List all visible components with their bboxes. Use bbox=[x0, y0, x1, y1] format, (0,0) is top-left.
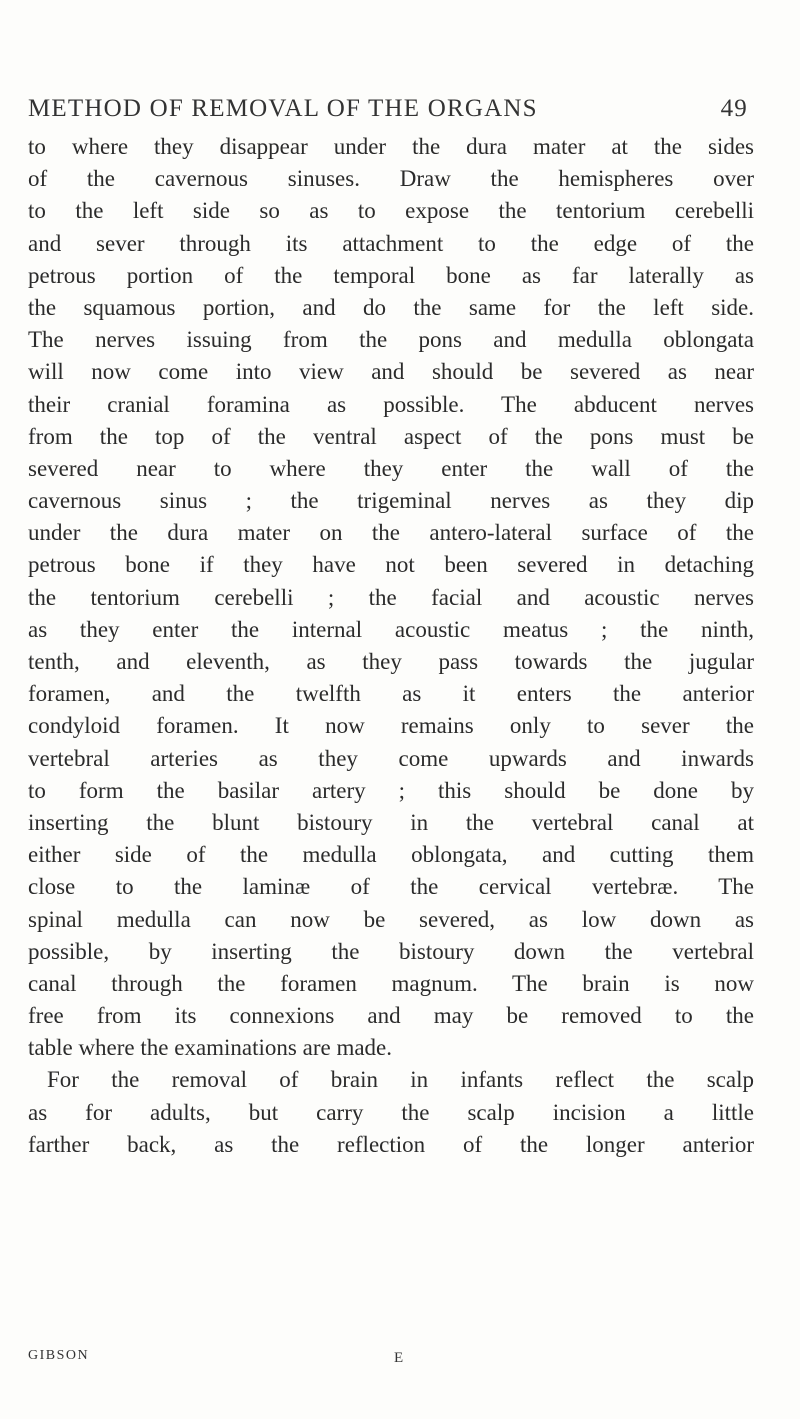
text-line: and sever through its attachment to the edge of the bbox=[28, 230, 754, 256]
text-line: the tentorium cerebelli ; the facial and acoustic nerves bbox=[28, 584, 754, 610]
text-line: their cranial foramina as possible. The abducent nerves bbox=[28, 391, 754, 417]
page-footer bbox=[28, 1348, 754, 1364]
running-head-title: METHOD OF REMOVAL OF THE ORGANS bbox=[28, 95, 538, 122]
footer-author: GIBSON bbox=[28, 1348, 90, 1363]
text-line: as for adults, but carry the scalp incision a little bbox=[28, 1099, 754, 1125]
text-line: under the dura mater on the antero-lateral surface of the bbox=[28, 520, 754, 546]
text-line: petrous bone if they have not been severed in detaching bbox=[28, 552, 754, 578]
text-line: foramen, and the twelfth as it enters the anterior bbox=[28, 681, 754, 707]
text-line: petrous portion of the temporal bone as far laterally as bbox=[28, 262, 754, 288]
running-head bbox=[28, 95, 748, 123]
text-line: farther back, as the reflection of the longer anterior bbox=[28, 1131, 754, 1157]
body-text bbox=[28, 131, 754, 1161]
text-line: close to the laminæ of the cervical vertebræ. The bbox=[28, 874, 754, 900]
text-line: condyloid foramen. It now remains only to sever the bbox=[28, 713, 754, 739]
signature-mark: E bbox=[394, 1350, 405, 1366]
text-line: from the top of the ventral aspect of the pons must be bbox=[28, 423, 754, 449]
text-line: free from its connexions and may be removed to the bbox=[28, 1003, 754, 1029]
text-line: severed near to where they enter the wall of the bbox=[28, 455, 754, 481]
text-line: will now come into view and should be severed as near bbox=[28, 359, 754, 385]
text-line-paragraph-end: table where the examinations are made. bbox=[28, 1035, 393, 1061]
text-line-paragraph-start: For the removal of brain in infants reflect the scalp bbox=[47, 1067, 754, 1093]
text-line: either side of the medulla oblongata, and cutting them bbox=[28, 842, 754, 868]
text-line: vertebral arteries as they come upwards and inwards bbox=[28, 745, 754, 771]
text-line: as they enter the internal acoustic meatus ; the ninth, bbox=[28, 616, 754, 642]
text-line: to where they disappear under the dura mater at the sides bbox=[28, 134, 754, 159]
text-line: possible, by inserting the bistoury down the vertebral bbox=[28, 938, 754, 964]
page-number: 49 bbox=[720, 95, 748, 122]
text-line: canal through the foramen magnum. The brain is now bbox=[28, 970, 754, 996]
text-line: to the left side so as to expose the tentorium cerebelli bbox=[28, 198, 754, 224]
text-line: the squamous portion, and do the same for the left side. bbox=[28, 294, 754, 320]
text-line: cavernous sinus ; the trigeminal nerves as they dip bbox=[28, 488, 754, 514]
text-line: spinal medulla can now be severed, as low down as bbox=[28, 906, 754, 932]
text-line: The nerves issuing from the pons and medulla oblongata bbox=[28, 327, 754, 353]
text-line: inserting the blunt bistoury in the vertebral canal at bbox=[28, 809, 754, 835]
text-line: tenth, and eleventh, as they pass towards the jugular bbox=[28, 649, 754, 674]
text-line: of the cavernous sinuses. Draw the hemispheres over bbox=[28, 166, 754, 192]
text-line: to form the basilar artery ; this should be done by bbox=[28, 777, 754, 803]
